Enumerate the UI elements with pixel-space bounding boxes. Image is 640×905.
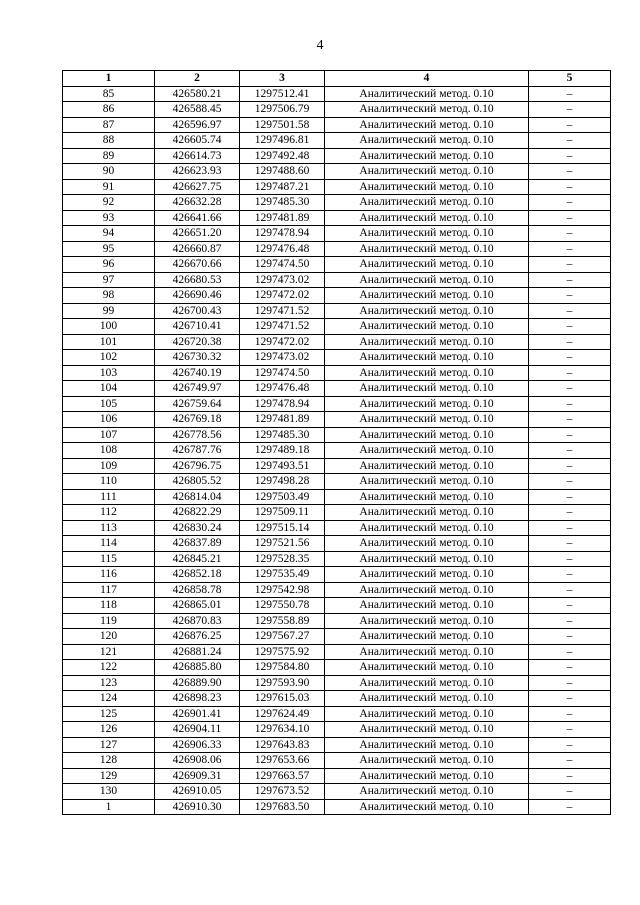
table-row [63,505,611,521]
method-cell: Аналитический метод. 0.10 [325,443,529,459]
x-coordinate-cell: 426627.75 [155,179,240,195]
y-coordinate-cell: 1297509.11 [240,505,325,521]
method-cell: Аналитический метод. 0.10 [325,365,529,381]
x-coordinate-cell: 426814.04 [155,489,240,505]
column-header-4: 4 [325,71,529,87]
method-cell: Аналитический метод. 0.10 [325,86,529,102]
point-number-cell: 128 [63,753,155,769]
y-coordinate-cell: 1297643.83 [240,737,325,753]
point-number-cell: 109 [63,458,155,474]
coordinates-table [62,70,611,815]
point-number-cell: 130 [63,784,155,800]
note-cell: – [529,365,611,381]
y-coordinate-cell: 1297673.52 [240,784,325,800]
y-coordinate-cell: 1297615.03 [240,691,325,707]
method-cell: Аналитический метод. 0.10 [325,303,529,319]
y-coordinate-cell: 1297515.14 [240,520,325,536]
note-cell: – [529,660,611,676]
point-number-cell: 125 [63,706,155,722]
point-number-cell: 107 [63,427,155,443]
y-coordinate-cell: 1297663.57 [240,768,325,784]
x-coordinate-cell: 426769.18 [155,412,240,428]
note-cell: – [529,148,611,164]
method-cell: Аналитический метод. 0.10 [325,582,529,598]
x-coordinate-cell: 426837.89 [155,536,240,552]
note-cell: – [529,598,611,614]
table-row [63,536,611,552]
x-coordinate-cell: 426710.41 [155,319,240,335]
note-cell: – [529,629,611,645]
table-row [63,613,611,629]
point-number-cell: 110 [63,474,155,490]
note-cell: – [529,427,611,443]
table-row [63,675,611,691]
point-number-cell: 1 [63,799,155,815]
table-row [63,381,611,397]
note-cell: – [529,458,611,474]
table-row [63,784,611,800]
method-cell: Аналитический метод. 0.10 [325,288,529,304]
y-coordinate-cell: 1297472.02 [240,334,325,350]
table-body [63,86,611,815]
note-cell: – [529,505,611,521]
note-cell: – [529,567,611,583]
method-cell: Аналитический метод. 0.10 [325,505,529,521]
note-cell: – [529,613,611,629]
note-cell: – [529,520,611,536]
method-cell: Аналитический метод. 0.10 [325,458,529,474]
note-cell: – [529,288,611,304]
y-coordinate-cell: 1297493.51 [240,458,325,474]
point-number-cell: 120 [63,629,155,645]
table-row [63,117,611,133]
table-row [63,210,611,226]
y-coordinate-cell: 1297476.48 [240,381,325,397]
point-number-cell: 123 [63,675,155,691]
point-number-cell: 108 [63,443,155,459]
table-row [63,660,611,676]
method-cell: Аналитический метод. 0.10 [325,350,529,366]
y-coordinate-cell: 1297474.50 [240,365,325,381]
y-coordinate-cell: 1297481.89 [240,412,325,428]
x-coordinate-cell: 426623.93 [155,164,240,180]
table-row [63,179,611,195]
x-coordinate-cell: 426614.73 [155,148,240,164]
x-coordinate-cell: 426670.66 [155,257,240,273]
method-cell: Аналитический метод. 0.10 [325,241,529,257]
y-coordinate-cell: 1297593.90 [240,675,325,691]
point-number-cell: 96 [63,257,155,273]
point-number-cell: 121 [63,644,155,660]
point-number-cell: 91 [63,179,155,195]
method-cell: Аналитический метод. 0.10 [325,226,529,242]
method-cell: Аналитический метод. 0.10 [325,722,529,738]
column-header-5: 5 [529,71,611,87]
point-number-cell: 129 [63,768,155,784]
y-coordinate-cell: 1297476.48 [240,241,325,257]
x-coordinate-cell: 426651.20 [155,226,240,242]
x-coordinate-cell: 426901.41 [155,706,240,722]
y-coordinate-cell: 1297481.89 [240,210,325,226]
y-coordinate-cell: 1297550.78 [240,598,325,614]
point-number-cell: 105 [63,396,155,412]
x-coordinate-cell: 426720.38 [155,334,240,350]
table-row [63,303,611,319]
method-cell: Аналитический метод. 0.10 [325,784,529,800]
y-coordinate-cell: 1297501.58 [240,117,325,133]
x-coordinate-cell: 426805.52 [155,474,240,490]
note-cell: – [529,706,611,722]
x-coordinate-cell: 426759.64 [155,396,240,412]
y-coordinate-cell: 1297535.49 [240,567,325,583]
page-number: 4 [316,38,324,53]
note-cell: – [529,179,611,195]
point-number-cell: 85 [63,86,155,102]
y-coordinate-cell: 1297471.52 [240,303,325,319]
column-header-3: 3 [240,71,325,87]
table-row [63,288,611,304]
method-cell: Аналитический метод. 0.10 [325,179,529,195]
method-cell: Аналитический метод. 0.10 [325,598,529,614]
method-cell: Аналитический метод. 0.10 [325,427,529,443]
method-cell: Аналитический метод. 0.10 [325,551,529,567]
x-coordinate-cell: 426778.56 [155,427,240,443]
note-cell: – [529,489,611,505]
x-coordinate-cell: 426881.24 [155,644,240,660]
table-row [63,629,611,645]
point-number-cell: 127 [63,737,155,753]
x-coordinate-cell: 426830.24 [155,520,240,536]
y-coordinate-cell: 1297474.50 [240,257,325,273]
y-coordinate-cell: 1297478.94 [240,226,325,242]
table-row [63,148,611,164]
method-cell: Аналитический метод. 0.10 [325,412,529,428]
note-cell: – [529,195,611,211]
note-cell: – [529,319,611,335]
point-number-cell: 119 [63,613,155,629]
table-row [63,334,611,350]
point-number-cell: 118 [63,598,155,614]
method-cell: Аналитический метод. 0.10 [325,675,529,691]
y-coordinate-cell: 1297512.41 [240,86,325,102]
note-cell: – [529,644,611,660]
table-row [63,427,611,443]
y-coordinate-cell: 1297528.35 [240,551,325,567]
point-number-cell: 97 [63,272,155,288]
table-row [63,582,611,598]
point-number-cell: 112 [63,505,155,521]
x-coordinate-cell: 426588.45 [155,102,240,118]
note-cell: – [529,474,611,490]
note-cell: – [529,210,611,226]
note-cell: – [529,117,611,133]
x-coordinate-cell: 426885.80 [155,660,240,676]
y-coordinate-cell: 1297472.02 [240,288,325,304]
note-cell: – [529,257,611,273]
x-coordinate-cell: 426822.29 [155,505,240,521]
y-coordinate-cell: 1297653.66 [240,753,325,769]
point-number-cell: 102 [63,350,155,366]
note-cell: – [529,226,611,242]
method-cell: Аналитический метод. 0.10 [325,474,529,490]
table-row [63,164,611,180]
x-coordinate-cell: 426596.97 [155,117,240,133]
point-number-cell: 88 [63,133,155,149]
table-row [63,102,611,118]
table-row [63,644,611,660]
note-cell: – [529,799,611,815]
point-number-cell: 126 [63,722,155,738]
table-row [63,799,611,815]
table-row [63,350,611,366]
method-cell: Аналитический метод. 0.10 [325,567,529,583]
note-cell: – [529,582,611,598]
table-row [63,567,611,583]
note-cell: – [529,86,611,102]
note-cell: – [529,722,611,738]
x-coordinate-cell: 426898.23 [155,691,240,707]
method-cell: Аналитический метод. 0.10 [325,148,529,164]
table-row [63,706,611,722]
table-row [63,365,611,381]
point-number-cell: 101 [63,334,155,350]
y-coordinate-cell: 1297558.89 [240,613,325,629]
table-row [63,768,611,784]
method-cell: Аналитический метод. 0.10 [325,133,529,149]
x-coordinate-cell: 426749.97 [155,381,240,397]
y-coordinate-cell: 1297683.50 [240,799,325,815]
x-coordinate-cell: 426796.75 [155,458,240,474]
note-cell: – [529,412,611,428]
point-number-cell: 87 [63,117,155,133]
point-number-cell: 124 [63,691,155,707]
point-number-cell: 93 [63,210,155,226]
point-number-cell: 86 [63,102,155,118]
note-cell: – [529,691,611,707]
note-cell: – [529,241,611,257]
table-header-row [63,71,611,87]
table-row [63,396,611,412]
method-cell: Аналитический метод. 0.10 [325,691,529,707]
point-number-cell: 104 [63,381,155,397]
y-coordinate-cell: 1297503.49 [240,489,325,505]
note-cell: – [529,102,611,118]
method-cell: Аналитический метод. 0.10 [325,629,529,645]
method-cell: Аналитический метод. 0.10 [325,644,529,660]
table-row [63,195,611,211]
x-coordinate-cell: 426605.74 [155,133,240,149]
y-coordinate-cell: 1297584.80 [240,660,325,676]
table-row [63,737,611,753]
x-coordinate-cell: 426852.18 [155,567,240,583]
y-coordinate-cell: 1297496.81 [240,133,325,149]
point-number-cell: 100 [63,319,155,335]
x-coordinate-cell: 426641.66 [155,210,240,226]
x-coordinate-cell: 426908.06 [155,753,240,769]
point-number-cell: 98 [63,288,155,304]
y-coordinate-cell: 1297489.18 [240,443,325,459]
x-coordinate-cell: 426910.05 [155,784,240,800]
x-coordinate-cell: 426730.32 [155,350,240,366]
x-coordinate-cell: 426845.21 [155,551,240,567]
y-coordinate-cell: 1297485.30 [240,195,325,211]
table-row [63,443,611,459]
x-coordinate-cell: 426910.30 [155,799,240,815]
method-cell: Аналитический метод. 0.10 [325,737,529,753]
x-coordinate-cell: 426906.33 [155,737,240,753]
point-number-cell: 117 [63,582,155,598]
method-cell: Аналитический метод. 0.10 [325,257,529,273]
note-cell: – [529,737,611,753]
table-row [63,412,611,428]
table-row [63,753,611,769]
table-row [63,474,611,490]
x-coordinate-cell: 426700.43 [155,303,240,319]
method-cell: Аналитический метод. 0.10 [325,613,529,629]
y-coordinate-cell: 1297567.27 [240,629,325,645]
table-row [63,133,611,149]
table-row [63,86,611,102]
method-cell: Аналитический метод. 0.10 [325,319,529,335]
point-number-cell: 114 [63,536,155,552]
point-number-cell: 95 [63,241,155,257]
point-number-cell: 90 [63,164,155,180]
method-cell: Аналитический метод. 0.10 [325,753,529,769]
note-cell: – [529,443,611,459]
y-coordinate-cell: 1297488.60 [240,164,325,180]
note-cell: – [529,164,611,180]
table-row [63,691,611,707]
point-number-cell: 99 [63,303,155,319]
x-coordinate-cell: 426889.90 [155,675,240,691]
table-row [63,226,611,242]
table-row [63,520,611,536]
x-coordinate-cell: 426865.01 [155,598,240,614]
column-header-2: 2 [155,71,240,87]
note-cell: – [529,536,611,552]
point-number-cell: 115 [63,551,155,567]
method-cell: Аналитический метод. 0.10 [325,164,529,180]
note-cell: – [529,768,611,784]
y-coordinate-cell: 1297542.98 [240,582,325,598]
note-cell: – [529,675,611,691]
x-coordinate-cell: 426660.87 [155,241,240,257]
method-cell: Аналитический метод. 0.10 [325,536,529,552]
table-row [63,272,611,288]
y-coordinate-cell: 1297485.30 [240,427,325,443]
method-cell: Аналитический метод. 0.10 [325,117,529,133]
y-coordinate-cell: 1297498.28 [240,474,325,490]
y-coordinate-cell: 1297471.52 [240,319,325,335]
x-coordinate-cell: 426904.11 [155,722,240,738]
y-coordinate-cell: 1297487.21 [240,179,325,195]
note-cell: – [529,784,611,800]
table-row [63,458,611,474]
table-row [63,551,611,567]
x-coordinate-cell: 426858.78 [155,582,240,598]
method-cell: Аналитический метод. 0.10 [325,489,529,505]
note-cell: – [529,381,611,397]
method-cell: Аналитический метод. 0.10 [325,706,529,722]
x-coordinate-cell: 426632.28 [155,195,240,211]
y-coordinate-cell: 1297478.94 [240,396,325,412]
note-cell: – [529,272,611,288]
x-coordinate-cell: 426876.25 [155,629,240,645]
note-cell: – [529,396,611,412]
point-number-cell: 94 [63,226,155,242]
x-coordinate-cell: 426680.53 [155,272,240,288]
method-cell: Аналитический метод. 0.10 [325,102,529,118]
note-cell: – [529,133,611,149]
method-cell: Аналитический метод. 0.10 [325,334,529,350]
y-coordinate-cell: 1297624.49 [240,706,325,722]
point-number-cell: 92 [63,195,155,211]
method-cell: Аналитический метод. 0.10 [325,660,529,676]
x-coordinate-cell: 426580.21 [155,86,240,102]
y-coordinate-cell: 1297634.10 [240,722,325,738]
note-cell: – [529,551,611,567]
y-coordinate-cell: 1297492.48 [240,148,325,164]
method-cell: Аналитический метод. 0.10 [325,210,529,226]
x-coordinate-cell: 426740.19 [155,365,240,381]
method-cell: Аналитический метод. 0.10 [325,520,529,536]
method-cell: Аналитический метод. 0.10 [325,272,529,288]
table-row [63,598,611,614]
column-header-1: 1 [63,71,155,87]
table-row [63,257,611,273]
y-coordinate-cell: 1297575.92 [240,644,325,660]
point-number-cell: 89 [63,148,155,164]
y-coordinate-cell: 1297521.56 [240,536,325,552]
x-coordinate-cell: 426909.31 [155,768,240,784]
point-number-cell: 106 [63,412,155,428]
table-row [63,241,611,257]
point-number-cell: 122 [63,660,155,676]
x-coordinate-cell: 426870.83 [155,613,240,629]
point-number-cell: 111 [63,489,155,505]
table-row [63,489,611,505]
y-coordinate-cell: 1297473.02 [240,272,325,288]
table-row [63,722,611,738]
y-coordinate-cell: 1297473.02 [240,350,325,366]
method-cell: Аналитический метод. 0.10 [325,799,529,815]
y-coordinate-cell: 1297506.79 [240,102,325,118]
point-number-cell: 116 [63,567,155,583]
x-coordinate-cell: 426690.46 [155,288,240,304]
method-cell: Аналитический метод. 0.10 [325,195,529,211]
note-cell: – [529,334,611,350]
method-cell: Аналитический метод. 0.10 [325,768,529,784]
point-number-cell: 103 [63,365,155,381]
note-cell: – [529,753,611,769]
note-cell: – [529,350,611,366]
note-cell: – [529,303,611,319]
point-number-cell: 113 [63,520,155,536]
x-coordinate-cell: 426787.76 [155,443,240,459]
method-cell: Аналитический метод. 0.10 [325,396,529,412]
method-cell: Аналитический метод. 0.10 [325,381,529,397]
table-row [63,319,611,335]
